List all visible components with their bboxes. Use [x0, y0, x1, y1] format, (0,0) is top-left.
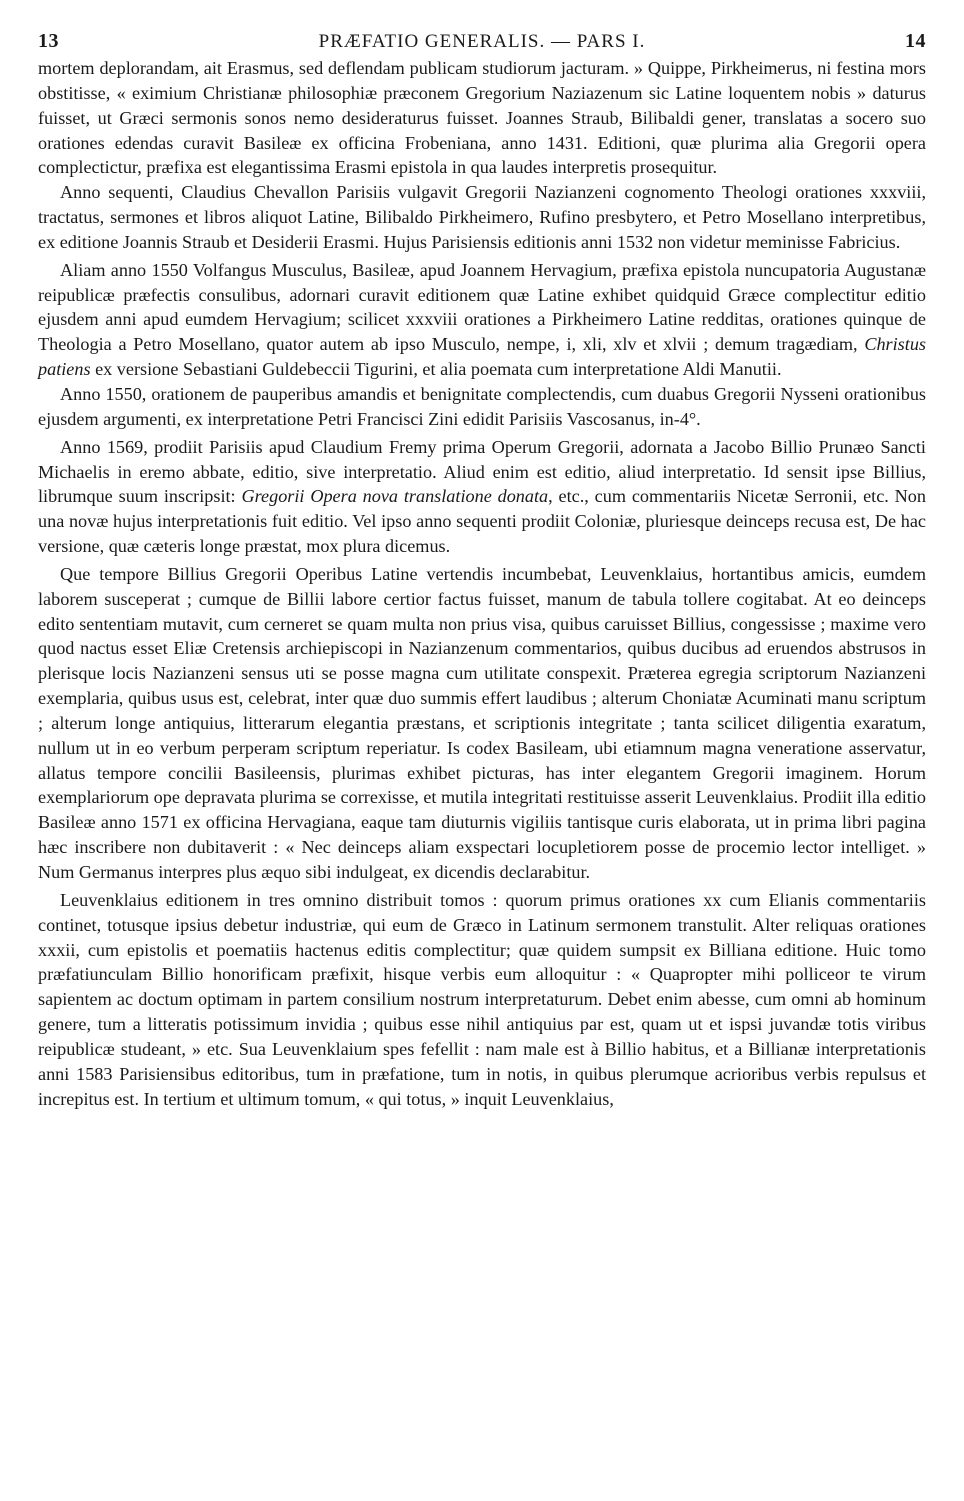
paragraph-continuation: mortem deplorandam, ait Erasmus, sed deflendam publicam studiorum jacturam. » Quippe, Pirkheimerus, ni festina mors obstitisse, « eximium Christianæ philosophiæ præconem Gregorium Naziazenum sic Latine loquentem nobis » daturus fuisset, ut Græci sermonis sonos nemo desideraturus fuisset. Joannes Straub, Bilibaldi gener, translatas a socero suo orationes edendas curavit Basileæ ex officina Frobeniana, anno 1431. Editioni, quæ plurima alia Gregorii opera complectictur, præfixa est elegantissima Erasmi epistola in qua laudes interpretis prosequitur. — [38, 58, 926, 178]
paragraph-leuvenklaius-tomes: Leuvenklaius editionem in tres omnino distribuit tomos : quorum primus orationes xx cum Elianis commentariis continet, totusque ipsius debetur industriæ, qui eum de Græco in Latinum sermonem transtulit. Alter reliquas orationes xxxii, cum epistolis et poematiis hactenus editis complectitur; quæ quidem sumpsit ex Billiana editione. Huic tomo præfatiunculam Billio honorificam præfixit, hisque verbis eum alloquitur : « Quapropter mihi polliceor te virum sapientem ac doctum optimam in partem consilium nostrum interpretaturum. Debet enim abesse, cum omni ab hominum genere, tum a litteratis potissimum invidia ; quibus esse nihil antiquius par est, quam ut et ispsi juvandæ totis viribus reipublicæ studeant, » etc. Sua Leuvenklaium spes fefellit : nam male est à Billio habitus, et a Billianæ interpretationis anni 1583 Parisiensibus editoribus, tum in præfatione, tum in notis, in quibus plerumque acrioribus verbis repulsus et increpitus est. In tertium et ultimum tomum, « qui totus, » inquit Leuvenklaius, — [38, 889, 926, 1109]
running-title: PRÆFATIO GENERALIS. — PARS I. — [318, 31, 646, 52]
paragraph-chevallon-edition: Anno sequenti, Claudius Chevallon Parisiis vulgavit Gregorii Nazianzeni cognomento Theologi orationes xxxviii, tractatus, sermones et libros aliquot Latine, Bilibaldo Pirkheimero, Rufino presbytero, et Petro Mosellano interpretibus, ex editione Joannis Straub et Desiderii Erasmi. Hujus Parisiensis editionis anni 1532 non videtur meminisse Fabricius. — [38, 182, 926, 252]
paragraph-musculus-edition — [38, 258, 926, 382]
left-page-number: 13 — [38, 30, 59, 52]
right-page-number: 14 — [904, 30, 926, 52]
paragraph-text: , etc., cum commentariis Nicetæ Serronii, etc. Non una novæ hujus interpretationis fuit editio. Vel ipso anno sequenti prodiit Coloniæ, pluriesque deinceps recusa est, De hac versione, quæ cæteris longe præstat, mox plura dicemus. — [38, 486, 926, 557]
paragraph-billius-edition — [38, 435, 926, 559]
body-text — [38, 56, 926, 1111]
paragraph-text: Aliam anno 1550 Volfangus Musculus, Basileæ, apud Joannem Hervagium, præfixa epistola nuncupatoria Augustanæ reipublicæ præfectis consulibus, adornari curavit editionem quæ Latine exhibet quidquid Græce complectitur editio ejusdem anni apud eumdem Hervagium; scilicet xxxviii orationes a Pirkheimero Latine redditas, orationes quinque de Theologia a Petro Mosellano, quator autem ab ipso Musculo, nempe, i, xli, xlv et xlvii ; demum tragædiam, — [38, 259, 926, 355]
paragraph-vascosanus-edition: Anno 1550, orationem de pauperibus amandis et benignitate complectendis, cum duabus Gregorii Nysseni orationibus ejusdem argumenti, ex interpretatione Petri Francisci Zini edidit Parisiis Vascosanus, in-4°. — [38, 383, 926, 429]
paragraph-leuvenklaius-work: Que tempore Billius Gregorii Operibus Latine vertendis incumbebat, Leuvenklaius, hortantibus amicis, eumdem laborem susceperat ; cumque de Billii labore certior factus fuisset, manum de tabula tollere cogitabat. At eo deinceps edito sententiam mutavit, cum cerneret se quam multa non prius visa, quibus caruisset Billius, congessisse ; maxime vero quod nactus esset Eliæ Cretensis archiepiscopi in Nazianzenum commentarios, quibus ducibus ad eruendos abstrusos in plerisque locis Nazianzeni sensus uti se posse magna cum utilitate conspexit. Præterea egregia scriptorum Nazianzeni exemplaria, quibus usus est, celebrat, inter quæ duo summis effert laudibus ; alterum Choniatæ Acuminati manu scriptum ; alterum longe antiquius, litterarum elegantia præstans, et scriptionis integritate ; tanta scilicet diligentia exaratum, nullum ut in eo verbum perperam scriptum reperiatur. Is codex Basileam, ubi etiamnum magna veneratione asservatur, allatus tempore concilii Basileensis, plurimas exhibet picturas, has inter elegantem Gregorii imaginem. Horum exemplariorum ope depravata plurima se correxisse, et mutila integritati restituisse asserit Leuvenklaius. Prodiit illa editio Basileæ anno 1571 ex officina Hervagiana, eaque tam diuturnis vigiliis tantisque curis elaborata, ut in prima libri pagina hæc inscribere non dubitaverit : « Nec deinceps aliam exspectari locupletiorem posse de procemio lector intelliget. » Num Germanus interpres plus æquo sibi indulgeat, ex dicendis declarabitur. — [38, 563, 926, 882]
italic-title: Christus patiens — [38, 334, 926, 380]
paragraph-text: ex versione Sebastiani Guldebeccii Tigurini, et alia poemata cum interpretatione Aldi Manutii. — [95, 359, 782, 380]
running-header — [38, 30, 926, 56]
paragraph-text: Anno 1569, prodiit Parisiis apud Claudium Fremy prima Operum Gregorii, adornata a Jacobo Billio Prunæo Sancti Michaelis in eremo abbate, editio, sive interpretatio. Aliud enim est editio, aliud interpretatio. Id sensit ipse Billius, librumque suum inscripsit: — [38, 436, 926, 507]
document-page — [38, 30, 926, 1111]
italic-title: Gregorii Opera nova translatione donata — [241, 486, 549, 507]
